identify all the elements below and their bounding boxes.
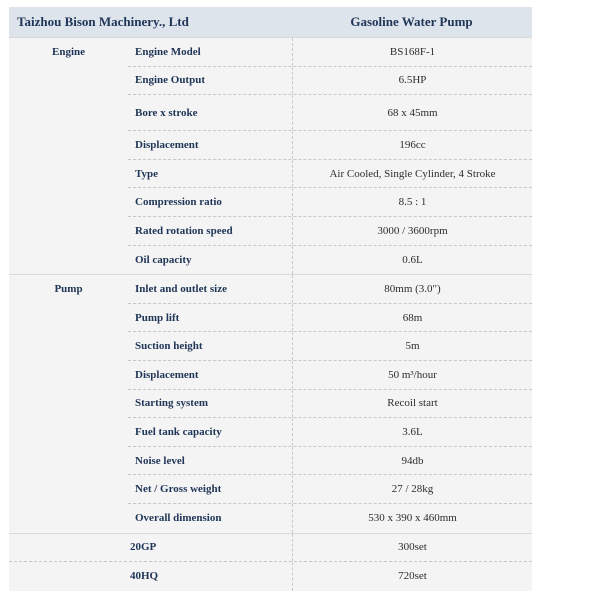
table-row	[128, 67, 532, 96]
table-row	[128, 38, 532, 67]
table-row	[128, 304, 532, 333]
row-value: 27 / 28kg	[391, 483, 434, 496]
row-label: Overall dimension	[128, 504, 293, 533]
product-name: Gasoline Water Pump	[350, 14, 473, 29]
row-label: Suction height	[128, 332, 293, 360]
row-label: Displacement	[128, 361, 293, 389]
row-value: 6.5HP	[398, 74, 427, 87]
row-label: Rated rotation speed	[128, 217, 293, 245]
row-label: Compression ratio	[128, 188, 293, 216]
row-value: 5m	[405, 340, 420, 353]
table-row	[128, 361, 532, 390]
table-row	[128, 95, 532, 131]
row-label: Oil capacity	[128, 246, 293, 275]
row-label: 20GP	[9, 534, 293, 562]
table-row	[128, 188, 532, 217]
row-value: 68m	[402, 311, 423, 324]
group-label-pump: Pump	[54, 283, 83, 296]
table-row	[128, 390, 532, 419]
table-row	[128, 131, 532, 160]
row-value: 3000 / 3600rpm	[377, 224, 448, 237]
row-value: 94db	[401, 454, 424, 467]
row-value: 3.6L	[402, 425, 423, 438]
row-label: Bore x stroke	[128, 95, 293, 130]
row-label: 40HQ	[9, 562, 293, 591]
row-value: BS168F-1	[389, 45, 436, 58]
engine-group	[9, 37, 532, 274]
table-row	[128, 418, 532, 447]
row-value: 0.6L	[402, 253, 423, 266]
row-label: Net / Gross weight	[128, 475, 293, 503]
row-label: Starting system	[128, 390, 293, 418]
row-value: 196cc	[399, 138, 426, 151]
row-value: Recoil start	[387, 397, 438, 410]
row-value: 300set	[398, 541, 427, 554]
row-value: 720set	[398, 570, 427, 583]
row-label: Inlet and outlet size	[128, 275, 293, 303]
row-value: 80mm (3.0")	[384, 282, 441, 295]
row-label: Displacement	[128, 131, 293, 159]
spec-table	[9, 7, 532, 591]
table-header	[9, 7, 532, 37]
table-row	[128, 504, 532, 533]
table-row	[9, 562, 532, 591]
container-group	[9, 533, 532, 591]
pump-group	[9, 274, 532, 532]
table-row	[128, 447, 532, 476]
row-value: 530 x 390 x 460mm	[368, 512, 457, 525]
table-row	[9, 534, 532, 563]
row-value: Air Cooled, Single Cylinder, 4 Stroke	[329, 167, 496, 180]
row-label: Noise level	[128, 447, 293, 475]
table-row	[128, 217, 532, 246]
table-row	[128, 160, 532, 189]
row-label: Pump lift	[128, 304, 293, 332]
table-row	[128, 475, 532, 504]
table-row	[128, 246, 532, 275]
group-label-engine: Engine	[51, 46, 85, 58]
row-label: Engine Output	[128, 67, 293, 95]
table-row	[128, 275, 532, 304]
row-value: 68 x 45mm	[387, 106, 438, 119]
row-label: Engine Model	[128, 38, 293, 66]
row-value: 8.5 : 1	[398, 196, 427, 209]
row-label: Type	[128, 160, 293, 188]
company-name: Taizhou Bison Machinery., Ltd	[17, 14, 189, 29]
row-value: 50 m³/hour	[388, 368, 437, 381]
row-label: Fuel tank capacity	[128, 418, 293, 446]
table-row	[128, 332, 532, 361]
